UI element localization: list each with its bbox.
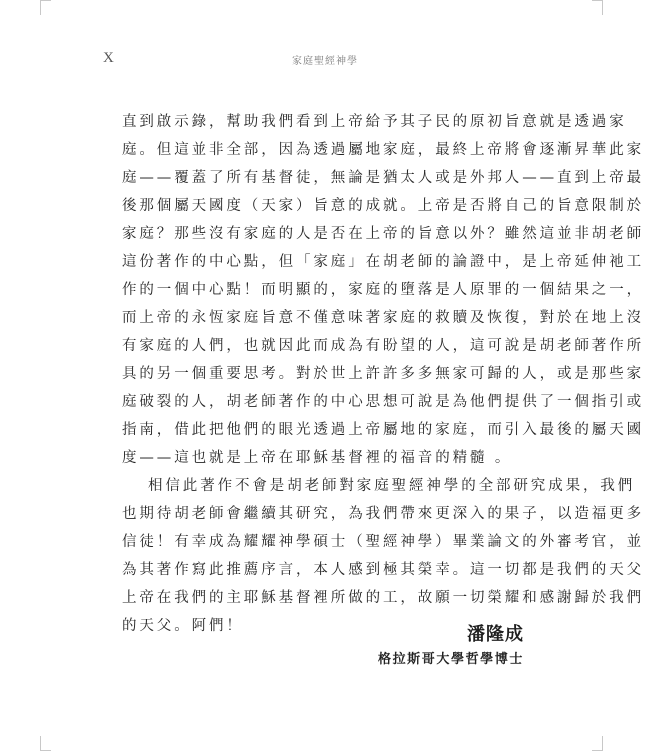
text-line: 具的另一個重要思考。對於世上許許多多無家可歸的人，或是那些家 [122, 366, 644, 382]
text-line: 這份著作的中心點，但「家庭」在胡老師的論證中，是上帝延伸祂工 [122, 254, 644, 270]
page-number: X [103, 50, 114, 66]
text-line: 有家庭的人們，也就因此而成為有盼望的人，這可說是胡老師著作所 [122, 338, 644, 354]
running-head [100, 50, 550, 70]
signature-block [378, 622, 524, 672]
crop-mark-top-right [592, 0, 603, 15]
text-line: 相信此著作不會是胡老師對家庭聖經神學的全部研究成果，我們 [148, 478, 636, 494]
text-line: 信徒！有幸成為耀耀神學碩士（聖經神學）畢業論文的外審考官，並 [122, 534, 644, 550]
text-line: 而上帝的永恆家庭旨意不僅意味著家庭的救贖及恢復，對於在地上沒 [122, 310, 644, 326]
text-line: 庭——覆蓋了所有基督徒，無論是猶太人或是外邦人——直到上帝最 [122, 170, 644, 186]
body-text [122, 108, 644, 640]
text-line: 後那個屬天國度（天家）旨意的成就。上帝是否將自己的旨意限制於 [122, 198, 644, 214]
book-title: 家庭聖經神學 [292, 56, 358, 67]
author-name: 潘隆成 [467, 624, 524, 645]
text-line: 度——這也就是上帝在耶穌基督裡的福音的精髓 。 [122, 450, 513, 466]
text-line: 的天父。阿們！ [122, 618, 244, 634]
text-line: 直到啟示錄，幫助我們看到上帝給予其子民的原初旨意就是透過家 [122, 114, 627, 130]
text-line: 庭破裂的人，胡老師著作的中心思想可說是為他們提供了一個指引或 [122, 394, 644, 410]
text-line: 作的一個中心點！而明顯的，家庭的墮落是人原罪的一個結果之一， [122, 282, 644, 298]
text-line: 也期待胡老師會繼續其研究，為我們帶來更深入的果子，以造福更多 [122, 506, 644, 522]
paragraph-2 [122, 472, 644, 640]
text-line: 為其著作寫此推薦序言，本人感到極其榮幸。這一切都是我們的天父 [122, 562, 644, 578]
crop-mark-bottom-left [40, 736, 51, 751]
text-line: 指南，借此把他們的眼光透過上帝屬地的家庭，而引入最後的屬天國 [122, 422, 644, 438]
author-credential: 格拉斯哥大學哲學博士 [377, 652, 524, 667]
text-line: 上帝在我們的主耶穌基督裡所做的工，故願一切榮耀和感謝歸於我們 [122, 590, 644, 606]
text-line: 庭。但這並非全部，因為透過屬地家庭，最終上帝將會逐漸昇華此家 [122, 142, 644, 158]
crop-mark-top-left [40, 0, 51, 15]
paragraph-1 [122, 108, 644, 472]
crop-mark-bottom-right [592, 736, 603, 751]
text-line: 家庭？那些沒有家庭的人是否在上帝的旨意以外？雖然這並非胡老師 [122, 226, 644, 242]
